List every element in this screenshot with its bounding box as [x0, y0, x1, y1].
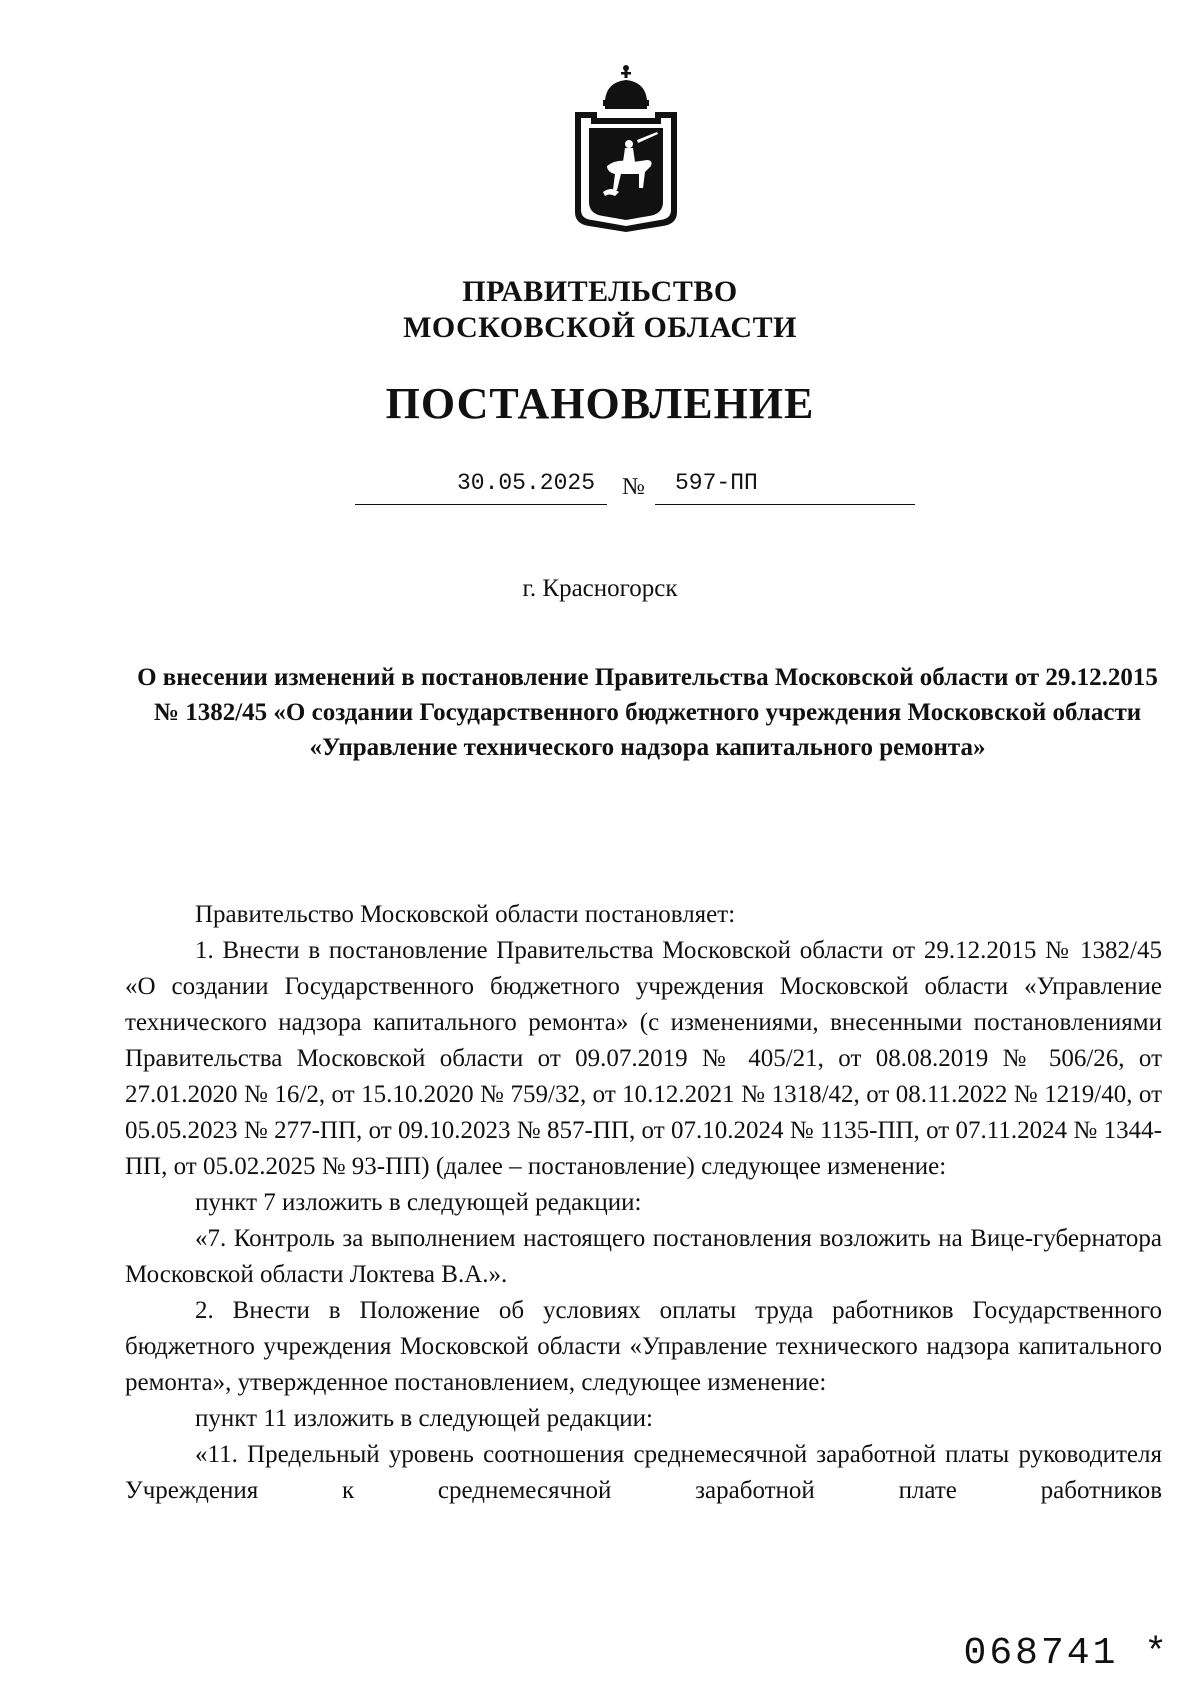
- date-number-line: [0, 470, 1200, 510]
- number-underline: [655, 504, 915, 505]
- document-subject: О внесении изменений в постановление Правительства Московской области от 29.12.2015 № 1382/45 «О создании Государственного бюджетного учреждения Московской области «Управление технического надзора капитального ремонта»: [137, 664, 1158, 761]
- serial-number: [964, 1632, 1170, 1675]
- serial-mark: *: [1144, 1632, 1170, 1675]
- coat-of-arms-icon: [567, 62, 685, 234]
- document-date: 30.05.2025: [456, 470, 595, 496]
- intro-paragraph: Правительство Московской области постановляет:: [195, 901, 736, 928]
- serial-digits: 068741: [963, 1632, 1119, 1675]
- date-underline: [355, 504, 607, 505]
- org-name-line-1: ПРАВИТЕЛЬСТВО: [462, 275, 738, 308]
- paragraph-2: 2. Внести в Положение об условиях оплаты труда работников Государственного бюджетного учреждения Московской области «Управление технического надзора капитального ремонта», утвержденное постановлением, следующее изменение:: [125, 1297, 1162, 1396]
- paragraph-2b: «11. Предельный уровень соотношения среднемесячной заработной платы руководителя Учреждения к среднемесячной заработной плате работников: [125, 1441, 1162, 1504]
- paragraph-1a: пункт 7 изложить в следующей редакции:: [195, 1189, 642, 1216]
- paragraph-2a: пункт 11 изложить в следующей редакции:: [195, 1405, 653, 1432]
- document-body: [125, 897, 1162, 1509]
- document-number: 597-ПП: [675, 470, 758, 496]
- city-line: г. Красногорск: [522, 575, 678, 602]
- org-name-line-2: МОСКОВСКОЙ ОБЛАСТИ: [403, 311, 797, 344]
- number-sign: №: [622, 474, 645, 500]
- document-type-title: ПОСТАНОВЛЕНИЕ: [385, 379, 815, 428]
- paragraph-1: 1. Внести в постановление Правительства Московской области от 29.12.2015 № 1382/45 «О создании Государственного бюджетного учреждения Московской области «Управление технического надзора капитального ремонта» (с изменениями, внесенными постановлениями Правительства Московской области от 09.07.2019 № 405/21, от 08.08.2019 № 506/26, от 27.01.2020 № 16/2, от 15.10.2020 № 759/32, от 10.12.2021 № 1318/42, от 08.11.2022 № 1219/40, от 05.05.2023 № 277-ПП, от 09.10.2023 № 857-ПП, от 07.10.2024 № 1135-ПП, от 07.11.2024 № 1344-ПП, от 05.02.2025 № 93-ПП) (далее – постановление) следующее изменение:: [125, 937, 1162, 1180]
- paragraph-1b: «7. Контроль за выполнением настоящего постановления возложить на Вице-губернатора Московской области Локтева В.А.».: [125, 1225, 1162, 1288]
